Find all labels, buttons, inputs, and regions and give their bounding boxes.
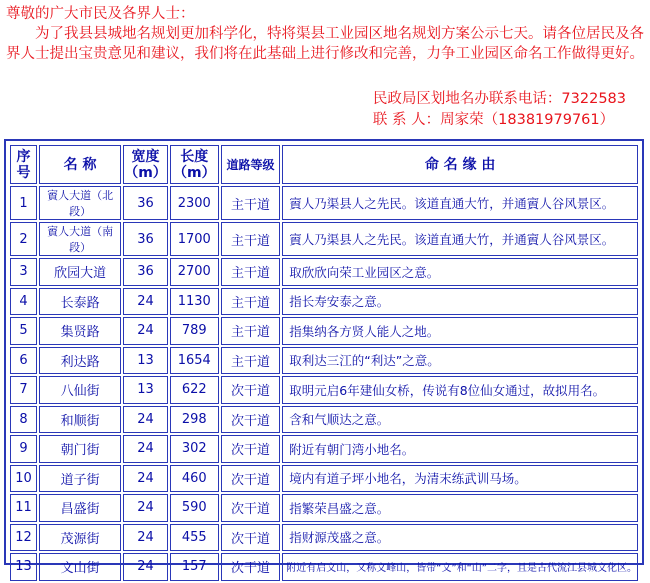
- cell-no: 11: [10, 494, 37, 522]
- cell-reason: 指集纳各方贤人能人之地。: [282, 317, 638, 345]
- cell-length: 302: [170, 435, 219, 463]
- public-notice: [6, 4, 646, 64]
- table-row: [10, 435, 638, 463]
- cell-no: 5: [10, 317, 37, 345]
- table-row: [10, 222, 638, 256]
- header-width: 宽度 （m）: [123, 145, 168, 184]
- cell-length: 455: [170, 524, 219, 552]
- cell-grade: 次干道: [221, 494, 281, 522]
- table-row: [10, 406, 638, 434]
- contact-person: 联 系 人：周家荣（18381979761）: [372, 112, 615, 128]
- cell-no: 13: [10, 553, 37, 581]
- cell-reason: 指长寿安泰之意。: [282, 288, 638, 316]
- cell-no: 1: [10, 186, 37, 220]
- cell-name: 賨人大道（北段）: [39, 186, 121, 220]
- cell-reason: 指财源茂盛之意。: [282, 524, 638, 552]
- cell-no: 12: [10, 524, 37, 552]
- cell-width: 36: [123, 222, 168, 256]
- cell-no: 6: [10, 347, 37, 375]
- cell-reason: 含和气顺达之意。: [282, 406, 638, 434]
- cell-name: 长泰路: [39, 288, 121, 316]
- cell-width: 13: [123, 376, 168, 404]
- header-name: 名 称: [39, 145, 121, 184]
- table-row: [10, 347, 638, 375]
- contact-info: [373, 89, 626, 131]
- cell-width: 24: [123, 317, 168, 345]
- cell-grade: 主干道: [221, 347, 281, 375]
- table-row: [10, 317, 638, 345]
- cell-grade: 次干道: [221, 435, 281, 463]
- table-row: [10, 465, 638, 493]
- table-row: [10, 186, 638, 220]
- cell-reason: 取欣欣向荣工业园区之意。: [282, 258, 638, 286]
- cell-width: 24: [123, 524, 168, 552]
- header-grade: 道路等级: [221, 145, 281, 184]
- cell-width: 24: [123, 553, 168, 581]
- cell-length: 2700: [170, 258, 219, 286]
- cell-name: 和顺街: [39, 406, 121, 434]
- header-reason: 命 名 缘 由: [282, 145, 638, 184]
- cell-length: 590: [170, 494, 219, 522]
- contact-phone: 民政局区划地名办联系电话：7322583: [372, 91, 626, 107]
- cell-name: 道子街: [39, 465, 121, 493]
- cell-length: 789: [170, 317, 219, 345]
- cell-reason: 附近有朝门湾小地名。: [282, 435, 638, 463]
- cell-reason: 賨人乃渠县人之先民。该道直通大竹，并通賨人谷风景区。: [282, 222, 638, 256]
- cell-reason: 取明元启6年建仙女桥，传说有8位仙女通过，故拟用名。: [282, 376, 638, 404]
- cell-grade: 次干道: [221, 524, 281, 552]
- cell-width: 24: [123, 406, 168, 434]
- cell-length: 1654: [170, 347, 219, 375]
- notice-body: 为了我县县城地名规划更加科学化，特将渠县工业园区地名规划方案公示七天。请各位居民及各界人士提出宝贵意见和建议，我们将在此基础上进行修改和完善，力争工业园区命名工作做得更好。: [6, 26, 644, 62]
- cell-length: 2300: [170, 186, 219, 220]
- table-header-row: [10, 145, 638, 184]
- cell-width: 24: [123, 494, 168, 522]
- cell-width: 36: [123, 186, 168, 220]
- cell-length: 298: [170, 406, 219, 434]
- cell-name: 昌盛街: [39, 494, 121, 522]
- cell-no: 10: [10, 465, 37, 493]
- cell-width: 24: [123, 288, 168, 316]
- cell-reason: 境内有道子坪小地名，为清末练武训马场。: [282, 465, 638, 493]
- cell-name: 八仙街: [39, 376, 121, 404]
- cell-no: 7: [10, 376, 37, 404]
- cell-length: 1130: [170, 288, 219, 316]
- cell-name: 朝门街: [39, 435, 121, 463]
- cell-no: 9: [10, 435, 37, 463]
- cell-reason: 賨人乃渠县人之先民。该道直通大竹，并通賨人谷风景区。: [282, 186, 638, 220]
- cell-width: 24: [123, 435, 168, 463]
- table-row: [10, 524, 638, 552]
- cell-name: 利达路: [39, 347, 121, 375]
- table-row: [10, 494, 638, 522]
- cell-reason: 附近有启文山，又称文峰山，皆带“文”和“山”二字，且是古代流江县城文化区。: [282, 553, 638, 581]
- cell-no: 2: [10, 222, 37, 256]
- table-row: [10, 553, 638, 581]
- table-row: [10, 376, 638, 404]
- road-naming-table: [8, 143, 640, 583]
- cell-length: 157: [170, 553, 219, 581]
- cell-name: 集贤路: [39, 317, 121, 345]
- cell-no: 3: [10, 258, 37, 286]
- cell-name: 賨人大道（南段）: [39, 222, 121, 256]
- cell-name: 文山街: [39, 553, 121, 581]
- cell-no: 8: [10, 406, 37, 434]
- cell-grade: 主干道: [221, 288, 281, 316]
- road-naming-table-frame: [4, 139, 644, 577]
- cell-width: 24: [123, 465, 168, 493]
- cell-name: 茂源街: [39, 524, 121, 552]
- cell-no: 4: [10, 288, 37, 316]
- cell-grade: 主干道: [221, 258, 281, 286]
- cell-reason: 指繁荣昌盛之意。: [282, 494, 638, 522]
- notice-greeting: 尊敬的广大市民及各界人士：: [6, 6, 195, 22]
- cell-width: 13: [123, 347, 168, 375]
- cell-grade: 次干道: [221, 376, 281, 404]
- table-row: [10, 258, 638, 286]
- cell-grade: 主干道: [221, 317, 281, 345]
- cell-width: 36: [123, 258, 168, 286]
- cell-name: 欣园大道: [39, 258, 121, 286]
- cell-length: 1700: [170, 222, 219, 256]
- cell-grade: 次干道: [221, 553, 281, 581]
- cell-length: 460: [170, 465, 219, 493]
- cell-grade: 次干道: [221, 406, 281, 434]
- header-no: 序号: [10, 145, 37, 184]
- header-length: 长度 （m）: [170, 145, 219, 184]
- cell-length: 622: [170, 376, 219, 404]
- cell-reason: 取利达三江的“利达”之意。: [282, 347, 638, 375]
- cell-grade: 次干道: [221, 465, 281, 493]
- cell-grade: 主干道: [221, 186, 281, 220]
- cell-grade: 主干道: [221, 222, 281, 256]
- table-row: [10, 288, 638, 316]
